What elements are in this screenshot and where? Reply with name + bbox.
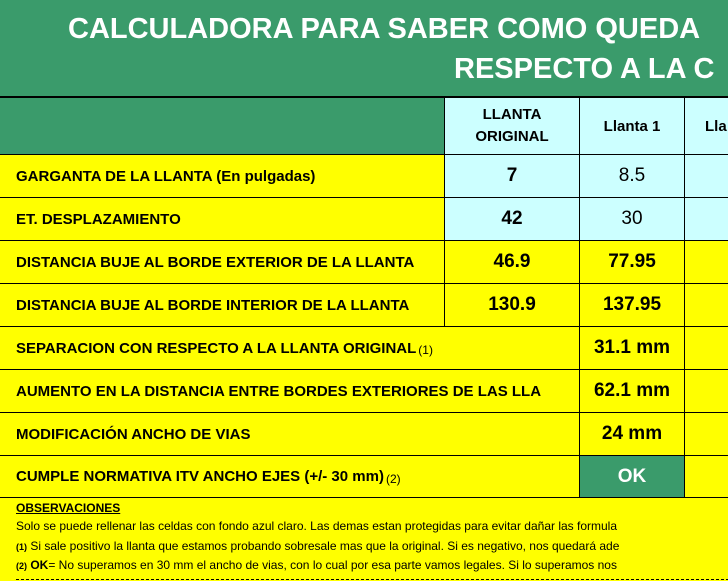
- label-aumento: AUMENTO EN LA DISTANCIA ENTRE BORDES EXTERIORES DE LAS LLA: [0, 370, 580, 413]
- value-interior-llanta-2: [685, 284, 728, 327]
- header-blank-cell: [0, 98, 445, 155]
- label-cumple-text: CUMPLE NORMATIVA ITV ANCHO EJES (+/- 30 mm): [16, 468, 384, 485]
- status-cumple-llanta-1: OK: [580, 456, 685, 498]
- value-exterior-llanta-2: [685, 241, 728, 284]
- label-separacion: [0, 327, 580, 370]
- value-exterior-llanta-1: 77.95: [580, 241, 685, 284]
- title-line-1: CALCULADORA PARA SABER COMO QUEDA: [68, 13, 701, 45]
- value-separacion-llanta-2: [685, 327, 728, 370]
- value-modificacion-llanta-1: 24 mm: [580, 413, 685, 456]
- observaciones-line-2-text: Si sale positivo la llanta que estamos probando sobresale mas que la original. Si es negativo, nos quedará ade: [27, 539, 620, 553]
- value-interior-llanta-1: 137.95: [580, 284, 685, 327]
- label-borde-interior: DISTANCIA BUJE AL BORDE INTERIOR DE LA LLANTA: [0, 284, 445, 327]
- observaciones-line-2: [16, 539, 619, 553]
- title-line-2: RESPECTO A LA C: [454, 53, 715, 85]
- observaciones-box: [0, 498, 728, 581]
- observaciones-ok-word: OK: [27, 558, 49, 572]
- observaciones-mark-1: (1): [16, 542, 27, 552]
- label-borde-exterior: DISTANCIA BUJE AL BORDE EXTERIOR DE LA LLANTA: [0, 241, 445, 284]
- header-llanta-2: Lla: [685, 98, 728, 155]
- input-desplazamiento-llanta-1[interactable]: 30: [580, 198, 685, 241]
- observaciones-mark-2: (2): [16, 561, 27, 571]
- page-break-line: [16, 579, 728, 580]
- observaciones-line-3: [16, 558, 617, 572]
- header-original: LLANTA ORIGINAL: [445, 98, 580, 155]
- value-modificacion-llanta-2: [685, 413, 728, 456]
- observaciones-line-3-text: = No superamos en 30 mm el ancho de vias, con lo cual por esa parte vamos legales. Si lo superamos nos: [48, 558, 617, 572]
- value-interior-original: 130.9: [445, 284, 580, 327]
- observaciones-line-1: Solo se puede rellenar las celdas con fondo azul claro. Las demas estan protegidas para evitar dañar las formula: [16, 519, 618, 533]
- value-aumento-llanta-1: 62.1 mm: [580, 370, 685, 413]
- value-separacion-llanta-1: 31.1 mm: [580, 327, 685, 370]
- note-marker-1: (1): [418, 343, 433, 357]
- label-garganta: GARGANTA DE LA LLANTA (En pulgadas): [0, 155, 445, 198]
- status-cumple-llanta-2: [685, 456, 728, 498]
- title-banner: [0, 0, 728, 98]
- header-llanta-1: Llanta 1: [580, 98, 685, 155]
- label-modificacion: MODIFICACIÓN ANCHO DE VIAS: [0, 413, 580, 456]
- label-separacion-text: SEPARACION CON RESPECTO A LA LLANTA ORIGINAL: [16, 339, 417, 357]
- input-desplazamiento-original[interactable]: 42: [445, 198, 580, 241]
- input-garganta-original[interactable]: 7: [445, 155, 580, 198]
- input-desplazamiento-llanta-2[interactable]: [685, 198, 728, 241]
- label-cumple-normativa: [0, 456, 580, 498]
- value-exterior-original: 46.9: [445, 241, 580, 284]
- input-garganta-llanta-1[interactable]: 8.5: [580, 155, 685, 198]
- input-garganta-llanta-2[interactable]: [685, 155, 728, 198]
- observaciones-title: OBSERVACIONES: [16, 501, 121, 515]
- note-marker-2: (2): [385, 471, 401, 486]
- label-desplazamiento: ET. DESPLAZAMIENTO: [0, 198, 445, 241]
- value-aumento-llanta-2: [685, 370, 728, 413]
